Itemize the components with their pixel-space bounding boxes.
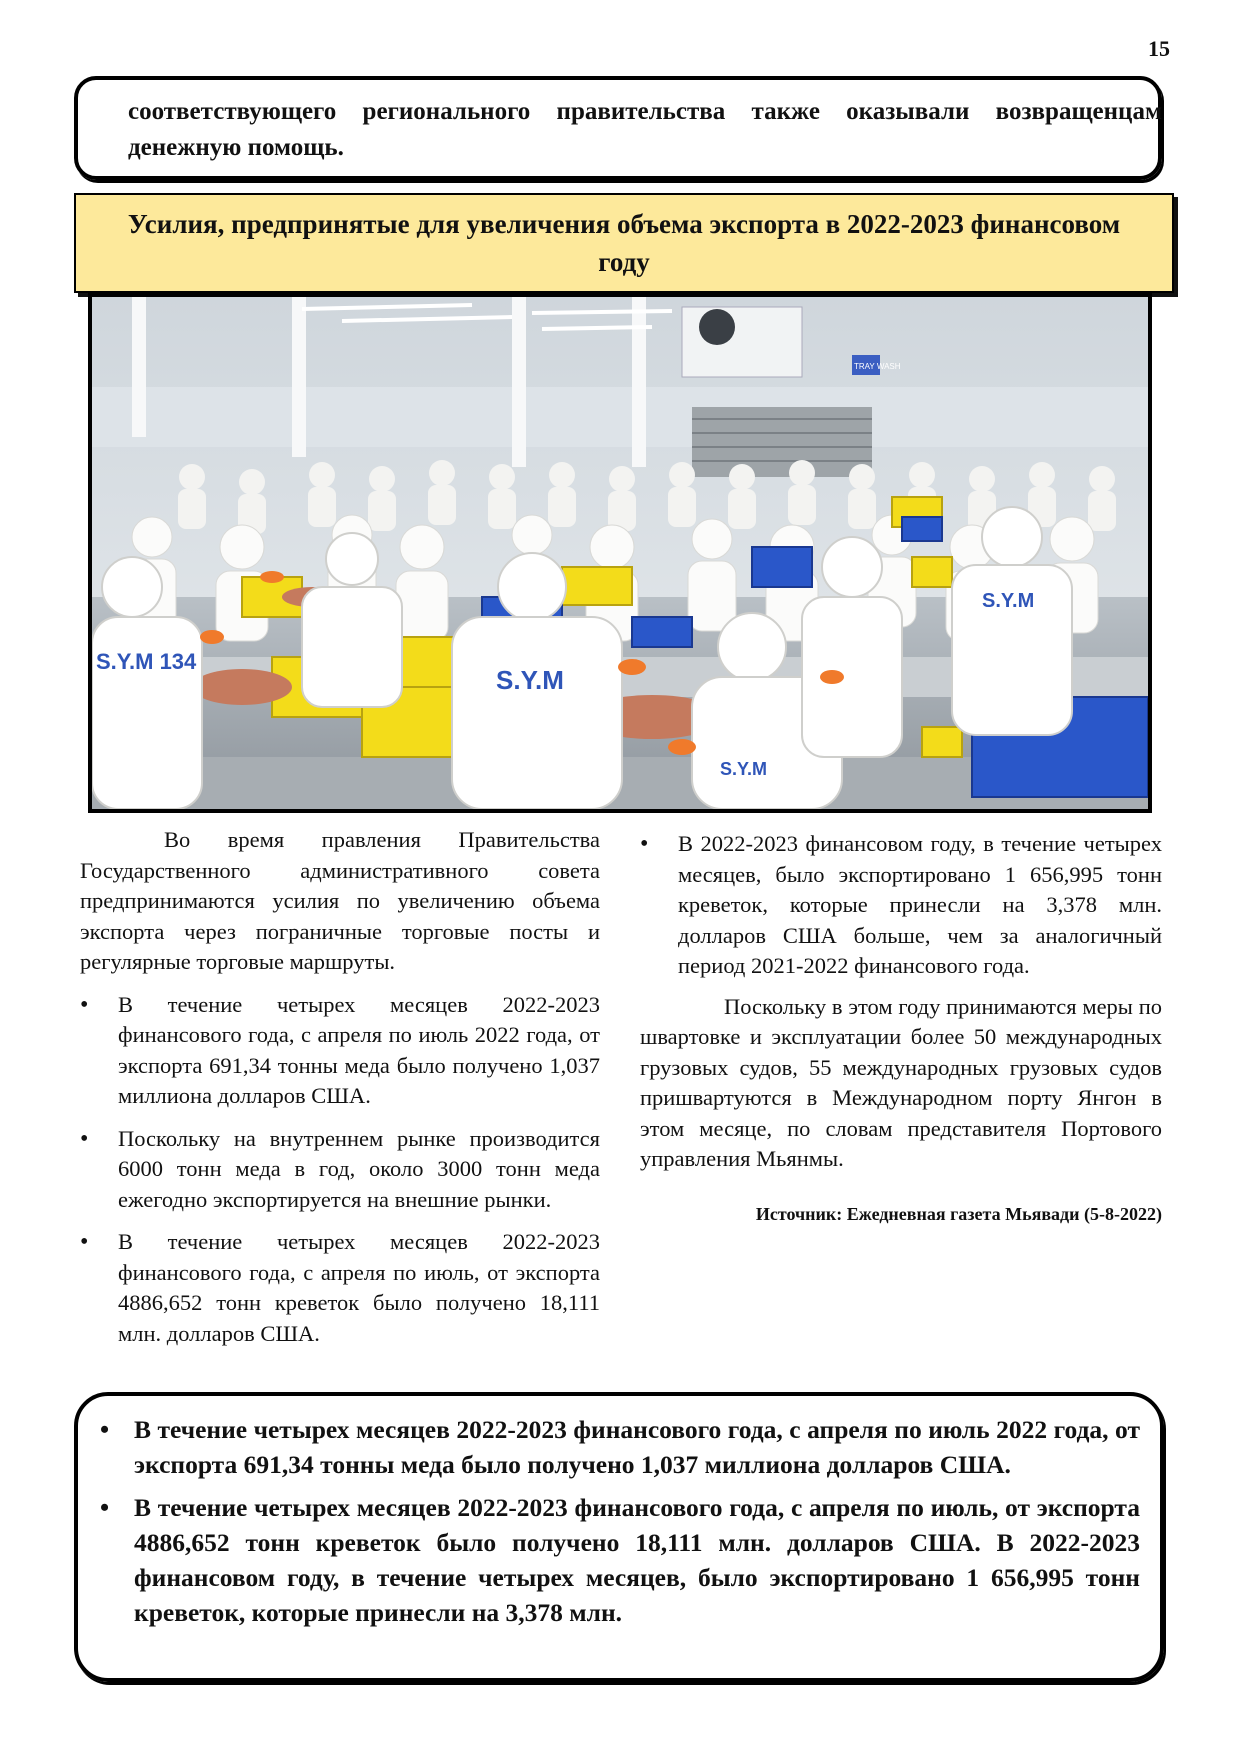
continuation-text: соответствующего регионального правительства также оказывали возвращенцам денежную помощь. xyxy=(128,98,1162,161)
wall-sign-text: TRAY WASH xyxy=(854,362,901,371)
uniform-label: S.Y.M xyxy=(496,665,564,695)
list-item: • В течение четырех месяцев 2022-2023 финансового года, с апреля по июль 2022 года, от экспорта 691,34 тонны меда было получено 1,037 миллиона долларов США. xyxy=(94,1412,1140,1482)
page-number: 15 xyxy=(1148,36,1170,61)
summary-bullet-list xyxy=(78,1396,1160,1630)
list-item: • Поскольку на внутреннем рынке производится 6000 тонн меда в год, около 3000 тонн меда ежегодно экспортируется на внешние рынки. xyxy=(80,1124,600,1216)
port-paragraph: Поскольку в этом году принимаются меры по швартовке и эксплуатации более 50 международных грузовых судов, 55 международных грузовых судов пришвартуются в Международном порту Янгон в этом месяце, по словам представителя Портового управления Мьянмы. xyxy=(640,993,1162,1171)
intro-paragraph: Во время правления Правительства Государственного административного совета предпринимаются усилия по увеличению объема экспорта через пограничные торговые посты и регулярные торговые маршруты. xyxy=(80,827,600,974)
uniform-label: S.Y.M xyxy=(720,759,768,779)
section-heading: Усилия, предпринятые для увеличения объема экспорта в 2022-2023 финансовом году xyxy=(127,209,1121,277)
uniform-label: S.Y.M 134 xyxy=(96,649,197,674)
right-column xyxy=(640,829,1162,1229)
seafood-factory-photo xyxy=(88,293,1152,813)
section-heading-box xyxy=(74,193,1174,293)
continuation-box xyxy=(74,76,1162,180)
factory-scene-illustration xyxy=(92,297,1148,809)
list-item: • В течение четырех месяцев 2022-2023 финансового года, с апреля по июль 2022 года, от экспорта 691,34 тонны меда было получено 1,037 миллиона долларов США. xyxy=(80,990,600,1112)
summary-box xyxy=(74,1392,1164,1682)
list-item: • В течение четырех месяцев 2022-2023 финансового года, с апреля по июль, от экспорта 4886,652 тонн креветок было получено 18,111 млн. долларов США. xyxy=(80,1227,600,1349)
right-bullet-list xyxy=(640,829,1162,982)
left-column xyxy=(80,825,600,1349)
list-item: • В 2022-2023 финансовом году, в течение четырех месяцев, было экспортировано 1 656,995 тонн креветок, которые принесли на 3,378 млн. долларов США больше, чем за аналогичный период 2021-2022 финансового года. xyxy=(640,829,1162,982)
source-citation: Источник: Ежедневная газета Мьявади (5-8-2022) xyxy=(755,1203,1162,1224)
list-item: • В течение четырех месяцев 2022-2023 финансового года, с апреля по июль, от экспорта 4886,652 тонн креветок было получено 18,111 млн. долларов США. В 2022-2023 финансовом году, в течение четырех месяцев, было экспортировано 1 656,995 тонн креветок, которые принесли на 3,378 млн. xyxy=(94,1490,1140,1630)
left-bullet-list xyxy=(80,990,600,1350)
uniform-label: S.Y.M xyxy=(982,590,1035,612)
